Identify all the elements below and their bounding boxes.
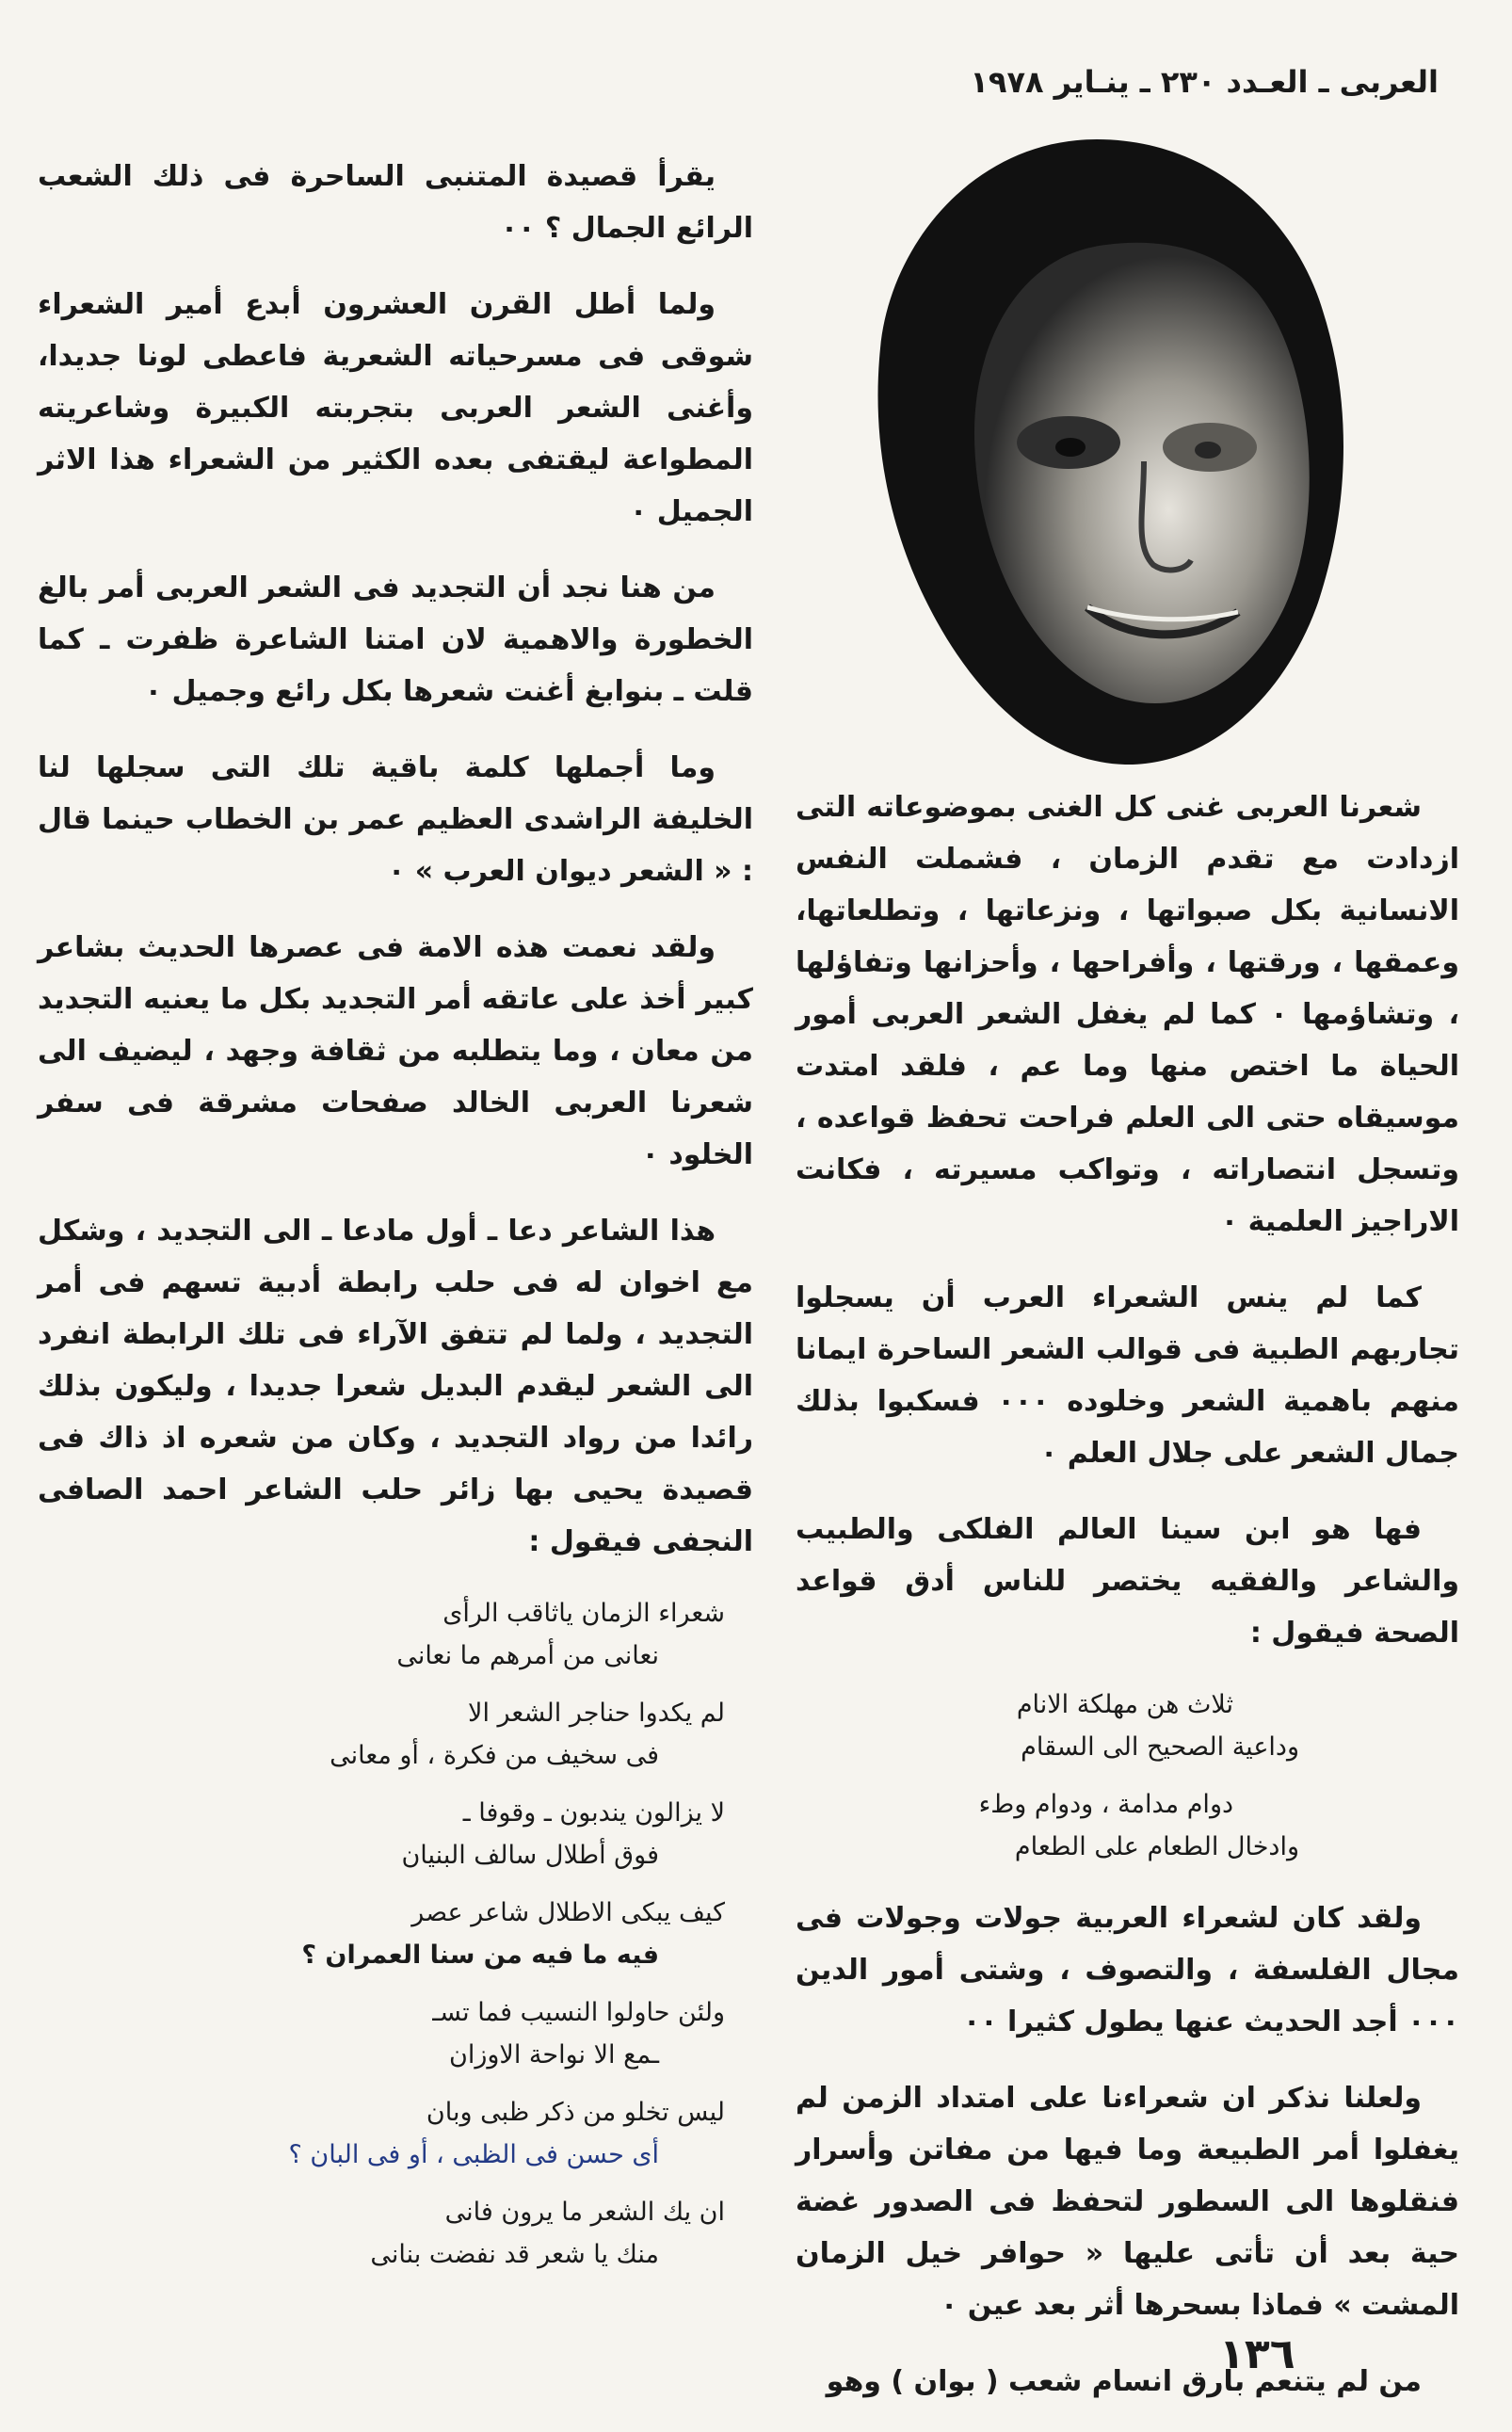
verse-line: لا يزالون يندبون ـ وقوفا ـ	[462, 1798, 725, 1828]
verse-line: كيف يبكى الاطلال شاعر عصر	[411, 1898, 725, 1927]
poem-block	[796, 1683, 1459, 1868]
paragraph: من لم يتنعم بارق انسام شعب ( بوان ) وهو	[826, 2365, 1422, 2398]
page-number: ١٣٦	[1219, 2330, 1295, 2378]
verse-line: دوام مدامة ، ودوام وطء	[978, 1790, 1233, 1819]
verse-line: وادخال الطعام على الطعام	[1014, 1832, 1299, 1861]
verse-line: ان يك الشعر ما يرون فانى	[444, 2198, 725, 2227]
paragraph: ولقد نعمت هذه الامة فى عصرها الحديث بشاعر كبير أخذ على عاتقه أمر التجديد بكل ما يعنيه التجديد من معان ، وما يتطلبه من ثقافة وجهد ، ليضيف الى شعرنا العربى الخالد صفحات مشرقة فى سفر الخلود ٠	[38, 931, 753, 1171]
verse-line: فى سخيف من فكرة ، أو معانى	[330, 1741, 659, 1770]
paragraph: وما أجملها كلمة باقية تلك التى سجلها لنا الخليفة الراشدى العظيم عمر بن الخطاب حينما قال : « الشعر ديوان العرب » ٠	[38, 751, 753, 888]
right-column	[796, 781, 1459, 2432]
verse-line: شعراء الزمان ياثاقب الرأى	[442, 1599, 725, 1628]
paragraph: ولما أطل القرن العشرون أبدع أمير الشعراء شوقى فى مسرحياته الشعرية فاعطى لونا جديدا، وأغنى الشعر العربى بتجربته الكبيرة وشاعريته المطواعة ليقتفى بعده الكثير من الشعراء هذا الاثر الجميل ٠	[38, 288, 753, 528]
verse-line: ولئن حاولوا النسيب فما تسـ	[432, 1998, 725, 2027]
paragraph: هذا الشاعر دعا ـ أول مادعا ـ الى التجديد ، وشكل مع اخوان له فى حلب رابطة أدبية تسهم فى أمر التجديد ، ولما لم تتفق الآراء فى تلك الرابطة انفرد الى الشعر ليقدم البديل شعرا جديدا ، وليكون بذلك رائدا من رواد التجديد ، وكان من شعره اذ ذاك فى قصيدة يحيى بها زائر حلب الشاعر احمد الصافى النجفى فيقول :	[38, 1215, 753, 1558]
verse-line: ثلاث هن مهلكة الانام	[1016, 1690, 1233, 1719]
paragraph: ولقد كان لشعراء العربية جولات وجولات فى مجال الفلسفة ، والتصوف ، وشتى أمور الدين ٠٠٠ أجد الحديث عنها يطول كثيرا ٠٠	[796, 1902, 1459, 2038]
left-column	[38, 151, 753, 2291]
poem-block	[38, 1592, 753, 2276]
verse-line: فيه ما فيه من سنا العمران ؟	[301, 1941, 659, 1970]
verse-line: ليس تخلو من ذكر ظبى وبان	[426, 2098, 725, 2127]
verse-line: لم يكدوا حناجر الشعر الا	[468, 1699, 725, 1728]
paragraph: فها هو ابن سينا العالم الفلكى والطبيب والشاعر والفقيه يختصر للناس أدق قواعد الصحة فيقول :	[796, 1513, 1459, 1650]
paragraph: من هنا نجد أن التجديد فى الشعر العربى أمر بالغ الخطورة والاهمية لان امتنا الشاعرة ظفرت ـ كما قلت ـ بنوابغ أغنت شعرها بكل رائع وجميل ٠	[38, 572, 753, 708]
verse-line: ـمع الا نواحة الاوزان	[449, 2040, 659, 2070]
verse-line: أى حسن فى الظبى ، أو فى البان ؟	[288, 2140, 659, 2169]
page-header: العربى ـ العـدد ٢٣٠ ـ ينـاير ١٩٧٨	[970, 64, 1439, 100]
verse-line: نعانى من أمرهم ما نعانى	[396, 1641, 659, 1670]
paragraph: شعرنا العربى غنى كل الغنى بموضوعاته التى ازدادت مع تقدم الزمان ، فشملت النفس الانسانية بكل صبواتها ، ونزعاتها ، وتطلعاتها، وعمقها ، ورقتها ، وأفراحها ، وأحزانها وتفاؤلها ، وتشاؤمها ٠ كما لم يغفل الشعر العربى أمور الحياة ما اختص منها وما عم ، فلقد امتدت موسيقاه حتى الى العلم فراحت تحفظ قواعده ، وتسجل انتصاراته ، وتواكب مسيرته ، فكانت الاراجيز العلمية ٠	[796, 791, 1459, 1238]
verse-line: وداعية الصحيح الى السقام	[1021, 1732, 1299, 1762]
verse-line: منك يا شعر قد نفضت بنانى	[370, 2240, 659, 2269]
portrait-photo	[833, 132, 1360, 772]
paragraph: ولعلنا نذكر ان شعراءنا على امتداد الزمن لم يغفلوا أمر الطبيعة وما فيها من مفاتن وأسرار فنقلوها الى السطور لتحفظ فى الصدور غضة حية بعد أن تأتى عليها « حوافر خيل الزمان المشت » فماذا بسحرها أثر بعد عين ٠	[796, 2082, 1459, 2322]
paragraph: كما لم ينس الشعراء العرب أن يسجلوا تجاربهم الطبية فى قوالب الشعر الساحرة ايمانا منهم باهمية الشعر وخلوده ٠٠٠ فسكبوا بذلك جمال الشعر على جلال العلم ٠	[796, 1281, 1459, 1470]
paragraph: يقرأ قصيدة المتنبى الساحرة فى ذلك الشعب الرائع الجمال ؟ ٠٠	[38, 160, 753, 245]
verse-line: فوق أطلال سالف البنيان	[401, 1841, 659, 1870]
